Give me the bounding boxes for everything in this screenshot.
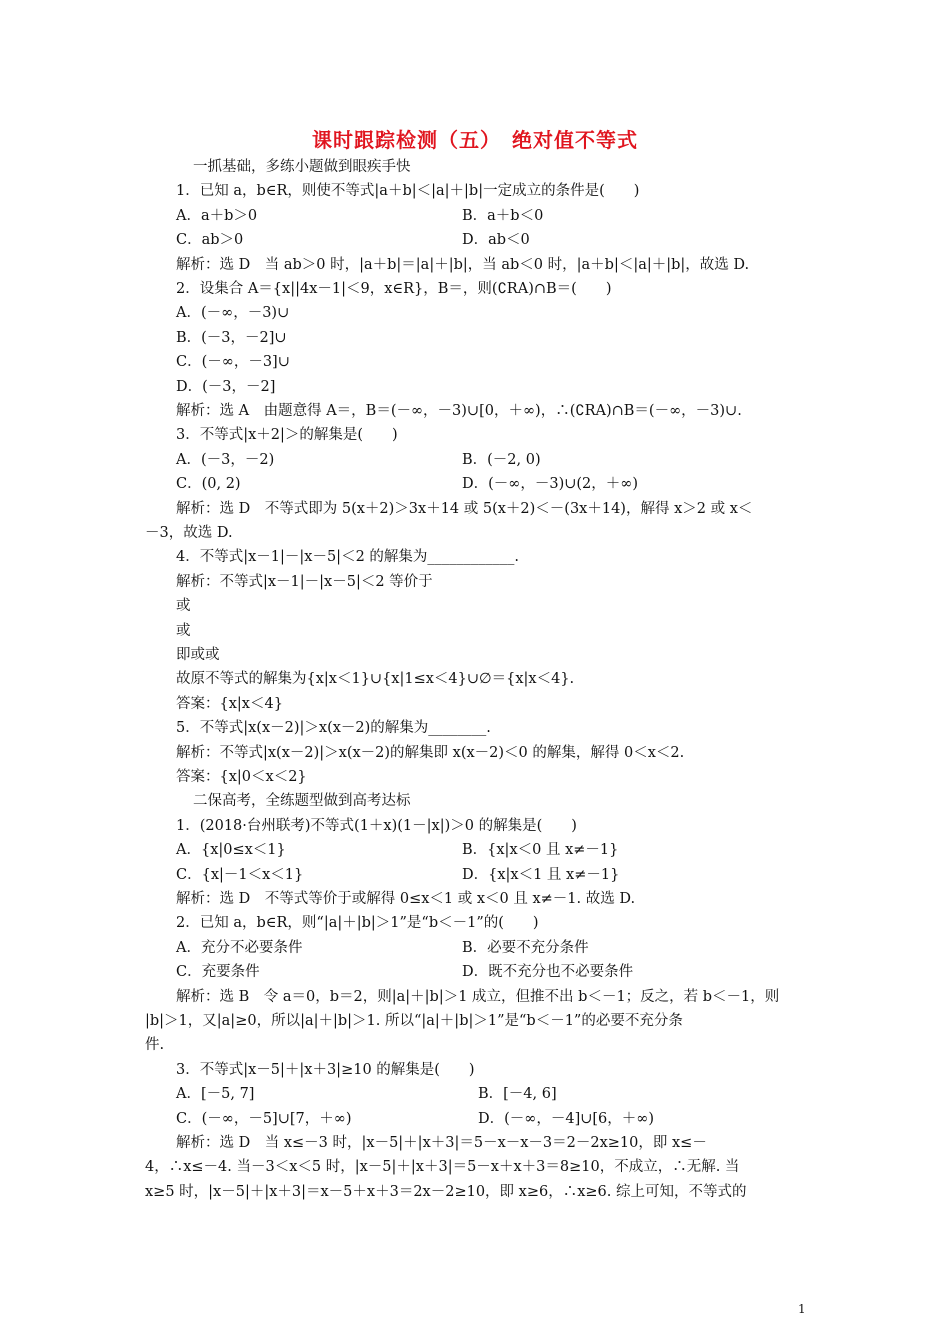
text-line: A．(－∞，－3)∪ xyxy=(176,305,290,321)
text-line: B．(－3，－2]∪ xyxy=(176,330,287,346)
text-line-option: B．{x|x＜0 且 x≠－1} xyxy=(462,842,619,858)
text-line: A．{x|0≤x＜1} xyxy=(176,842,286,858)
text-line-option: D．(－∞，－3)∪(2，＋∞) xyxy=(462,476,639,492)
text-line: A．[－5, 7] xyxy=(176,1086,255,1102)
text-line-option: B．[－4, 6] xyxy=(478,1086,557,1102)
text-line: A．充分不必要条件 xyxy=(176,940,303,956)
text-line: C．(0, 2) xyxy=(176,476,241,492)
text-line: 一抓基础，多练小题做到眼疾手快 xyxy=(193,159,411,175)
text-line: C．充要条件 xyxy=(176,964,260,980)
text-line: D．(－3，－2] xyxy=(176,379,276,395)
text-line: 解析：选 D 当 x≤－3 时，|x－5|＋|x＋3|＝5－x－x－3＝2－2x≥10，即 x≤－ xyxy=(176,1135,707,1151)
text-line: 解析：选 D 当 ab＞0 时，|a＋b|＝|a|＋|b|，当 ab＜0 时，|a＋b|＜|a|＋|b|，故选 D. xyxy=(176,257,750,273)
text-line-option: B．(－2, 0) xyxy=(462,452,541,468)
text-line-option: B．必要不充分条件 xyxy=(462,940,589,956)
text-line: 解析：不等式|x(x－2)|＞x(x－2)的解集即 x(x－2)＜0 的解集，解得 0＜x＜2. xyxy=(176,745,685,761)
text-line: 二保高考，全练题型做到高考达标 xyxy=(193,793,411,809)
text-line: A．(－3，－2) xyxy=(176,452,275,468)
text-line: 2．设集合 A＝{x||4x－1|＜9，x∈R}，B＝，则(∁RA)∩B＝( ) xyxy=(176,281,612,297)
text-line: 答案：{x|0＜x＜2} xyxy=(176,769,307,785)
text-line: 4．不等式|x－1|－|x－5|＜2 的解集为____________. xyxy=(176,549,520,565)
text-line: 即或或 xyxy=(176,647,220,663)
text-line: |b|＞1，又|a|≥0，所以|a|＋|b|＞1. 所以“|a|＋|b|＞1”是“b＜－1”的必要不充分条 xyxy=(145,1013,683,1029)
text-line-option: D．{x|x＜1 且 x≠－1} xyxy=(462,867,620,883)
text-line: 解析：选 B 令 a＝0，b＝2，则|a|＋|b|＞1 成立，但推不出 b＜－1；反之，若 b＜－1，则 xyxy=(176,989,780,1005)
text-line: C．ab＞0 xyxy=(176,232,244,248)
text-line: C．{x|－1＜x＜1} xyxy=(176,867,304,883)
text-line: 2．已知 a，b∈R，则“|a|＋|b|＞1”是“b＜－1”的( ) xyxy=(176,915,539,931)
text-line: 解析：选 A 由题意得 A＝，B＝(－∞，－3)∪[0，＋∞)，∴(∁RA)∩B＝(－∞，－3)∪. xyxy=(176,403,742,419)
text-line: 3．不等式|x＋2|＞的解集是( ) xyxy=(176,427,398,443)
text-line: 解析：不等式|x－1|－|x－5|＜2 等价于 xyxy=(176,574,433,590)
text-line: 解析：选 D 不等式即为 5(x＋2)＞3x＋14 或 5(x＋2)＜－(3x＋14)，解得 x＞2 或 x＜ xyxy=(176,501,753,517)
text-line: C．(－∞，－3]∪ xyxy=(176,354,290,370)
text-line-option: B．a＋b＜0 xyxy=(462,208,544,224)
text-line: 3．不等式|x－5|＋|x＋3|≥10 的解集是( ) xyxy=(176,1062,475,1078)
page-number: 1 xyxy=(798,1302,806,1316)
page-title: 课时跟踪检测（五） 绝对值不等式 xyxy=(312,128,638,152)
text-line: 解析：选 D 不等式等价于或解得 0≤x＜1 或 x＜0 且 x≠－1. 故选 D. xyxy=(176,891,636,907)
text-line-option: D．ab＜0 xyxy=(462,232,530,248)
text-line: x≥5 时，|x－5|＋|x＋3|＝x－5＋x＋3＝2x－2≥10，即 x≥6，∴x≥6. 综上可知，不等式的 xyxy=(145,1184,747,1200)
text-line: 1．(2018·台州联考)不等式(1＋x)(1－|x|)＞0 的解集是( ) xyxy=(176,818,577,834)
text-line: 故原不等式的解集为{x|x＜1}∪{x|1≤x＜4}∪∅＝{x|x＜4}. xyxy=(176,671,575,687)
text-line: C．(－∞，－5]∪[7，＋∞) xyxy=(176,1111,352,1127)
text-line: 5．不等式|x(x－2)|＞x(x－2)的解集为________. xyxy=(176,720,491,736)
text-line: 1．已知 a，b∈R，则使不等式|a＋b|＜|a|＋|b|一定成立的条件是( ) xyxy=(176,183,640,199)
text-line-option: D．(－∞，－4]∪[6，＋∞) xyxy=(478,1111,655,1127)
text-line: 或 xyxy=(176,623,191,639)
text-line-option: D．既不充分也不必要条件 xyxy=(462,964,634,980)
text-line: 或 xyxy=(176,598,191,614)
text-line: A．a＋b＞0 xyxy=(176,208,258,224)
text-line: 4，∴x≤－4. 当－3＜x＜5 时，|x－5|＋|x＋3|＝5－x＋x＋3＝8≥10，不成立，∴无解. 当 xyxy=(145,1159,740,1175)
text-line: 答案：{x|x＜4} xyxy=(176,696,283,712)
text-line: －3，故选 D. xyxy=(145,525,233,541)
text-line: 件. xyxy=(145,1037,165,1053)
